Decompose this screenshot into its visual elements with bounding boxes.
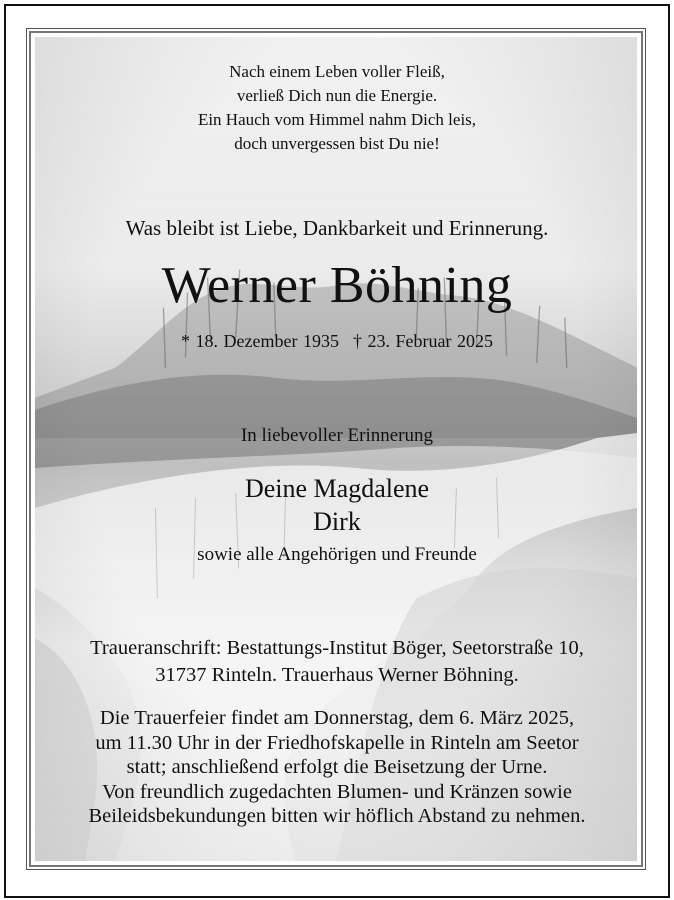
- service-line: statt; anschließend erfolgt die Beisetzung der Urne.: [126, 756, 548, 778]
- service-line: Von freundlich zugedachten Blumen- und Kränzen sowie: [102, 780, 572, 803]
- service-line: um 11.30 Uhr in der Friedhofskapelle in Rinteln am Seetor: [95, 731, 579, 754]
- death-date: † 23. Februar 2025: [352, 331, 493, 351]
- mourners-others: sowie alle Angehörigen und Freunde: [197, 544, 477, 565]
- birth-date: * 18. Dezember 1935: [181, 331, 339, 351]
- poem-line: verließ Dich nun die Energie.: [236, 86, 438, 105]
- service-line: Beileidsbekundungen bitten wir höflich Abstand zu nehmen.: [88, 805, 586, 827]
- address-line: 31737 Rinteln. Trauerhaus Werner Böhning.: [155, 664, 519, 686]
- mourners-primary: [0, 472, 674, 538]
- mourner-name: Dirk: [313, 507, 361, 536]
- mourning-address: [0, 635, 674, 689]
- motto: Was bleibt ist Liebe, Dankbarkeit und Erinnerung.: [125, 216, 549, 240]
- poem: [0, 60, 674, 156]
- poem-line: Nach einem Leben voller Fleiß,: [229, 62, 445, 81]
- service-details: [0, 706, 674, 829]
- poem-line: doch unvergessen bist Du nie!: [234, 134, 440, 153]
- service-line: Die Trauerfeier findet am Donnerstag, dem 6. März 2025,: [99, 707, 575, 729]
- memory-heading: In liebevoller Erinnerung: [240, 425, 434, 446]
- address-line: Traueranschrift: Bestattungs-Institut Böger, Seetorstraße 10,: [90, 637, 584, 659]
- life-dates: [0, 329, 674, 353]
- deceased-name: Werner Böhning: [161, 257, 513, 314]
- mourner-name: Deine Magdalene: [244, 474, 430, 503]
- poem-line: Ein Hauch vom Himmel nahm Dich leis,: [197, 110, 477, 129]
